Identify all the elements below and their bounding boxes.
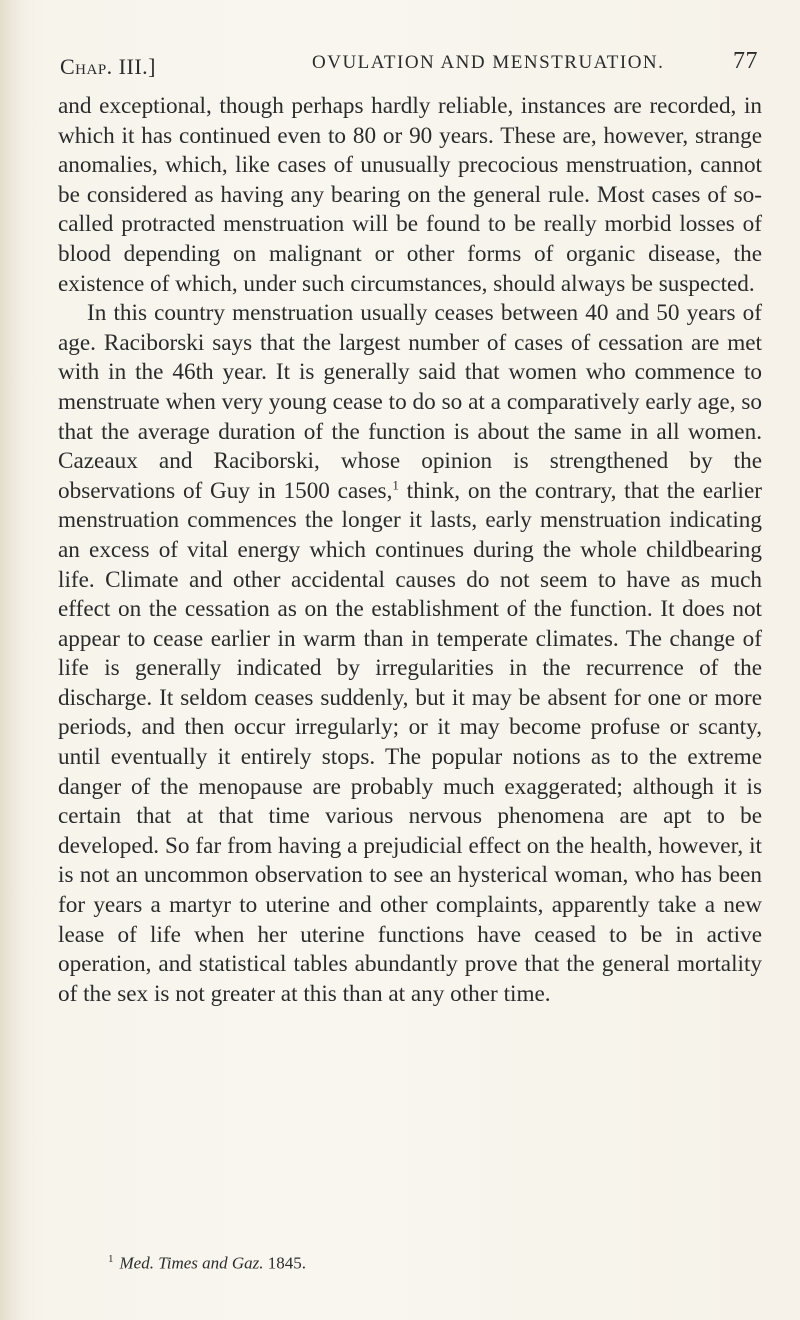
chapter-label: Chap. III.] [60, 54, 156, 79]
paragraph-2 [58, 299, 762, 1009]
page-binding-shadow [0, 0, 30, 1320]
footnote-year: 1845. [263, 1253, 307, 1273]
body-text [58, 92, 762, 1009]
footnote-source: Med. Times and Gaz. [119, 1253, 264, 1273]
footnote-mark: 1 [108, 1253, 114, 1265]
running-title: OVULATION AND MENSTRUATION. [312, 52, 665, 73]
running-head [60, 48, 770, 78]
footnote [108, 1253, 306, 1274]
paragraph-2-text-a: In this country menstruation usually ceases between 40 and 50 years of age. Raciborski says that the largest number of cases of cessation are met with in the 46th year. It is generally said that women who commence to menstruate when very young cease to do so at a comparatively early age, so that the average duration of the function is about the same in all women. Cazeaux and Raciborski, whose opinion is strengthened by the observations of Guy in 1500 cases, [58, 300, 762, 504]
footnote-reference: 1 [392, 476, 399, 492]
paragraph-2-text-b: think, on the contrary, that the earlier menstruation commences the longer it lasts, early menstruation indicating an excess of vital energy which continues during the whole childbearing life. Climate and other accidental causes do not seem to have as much effect on the cessation as on the establishment of the function. It does not appear to cease earlier in warm than in temperate climates. The change of life is generally indicated by irregularities in the recurrence of the discharge. It seldom ceases suddenly, but it may be absent for one or more periods, and then occur irregularly; or it may become profuse or scanty, until eventually it entirely stops. The popular notions as to the extreme danger of the menopause are probably much exaggerated; although it is certain that at that time various nervous phenomena are apt to be developed. So far from having a prejudicial effect on the health, however, it is not an uncommon observation to see an hysterical woman, who has been for years a martyr to uterine and other complaints, apparently take a new lease of life when her uterine functions have ceased to be in active operation, and statistical tables abundantly prove that the general mortality of the sex is not greater at this than at any other time. [58, 477, 762, 1007]
page-number: 77 [733, 48, 758, 74]
paragraph-1: and exceptional, though perhaps hardly reliable, instances are recorded, in which it has continued even to 80 or 90 years. These are, however, strange anomalies, which, like cases of unusually precocious menstruation, cannot be considered as having any bearing on the general rule. Most cases of so-called protracted menstruation will be found to be really morbid losses of blood depending on malignant or other forms of organic disease, the existence of which, under such circumstances, should always be suspected. [58, 93, 762, 297]
